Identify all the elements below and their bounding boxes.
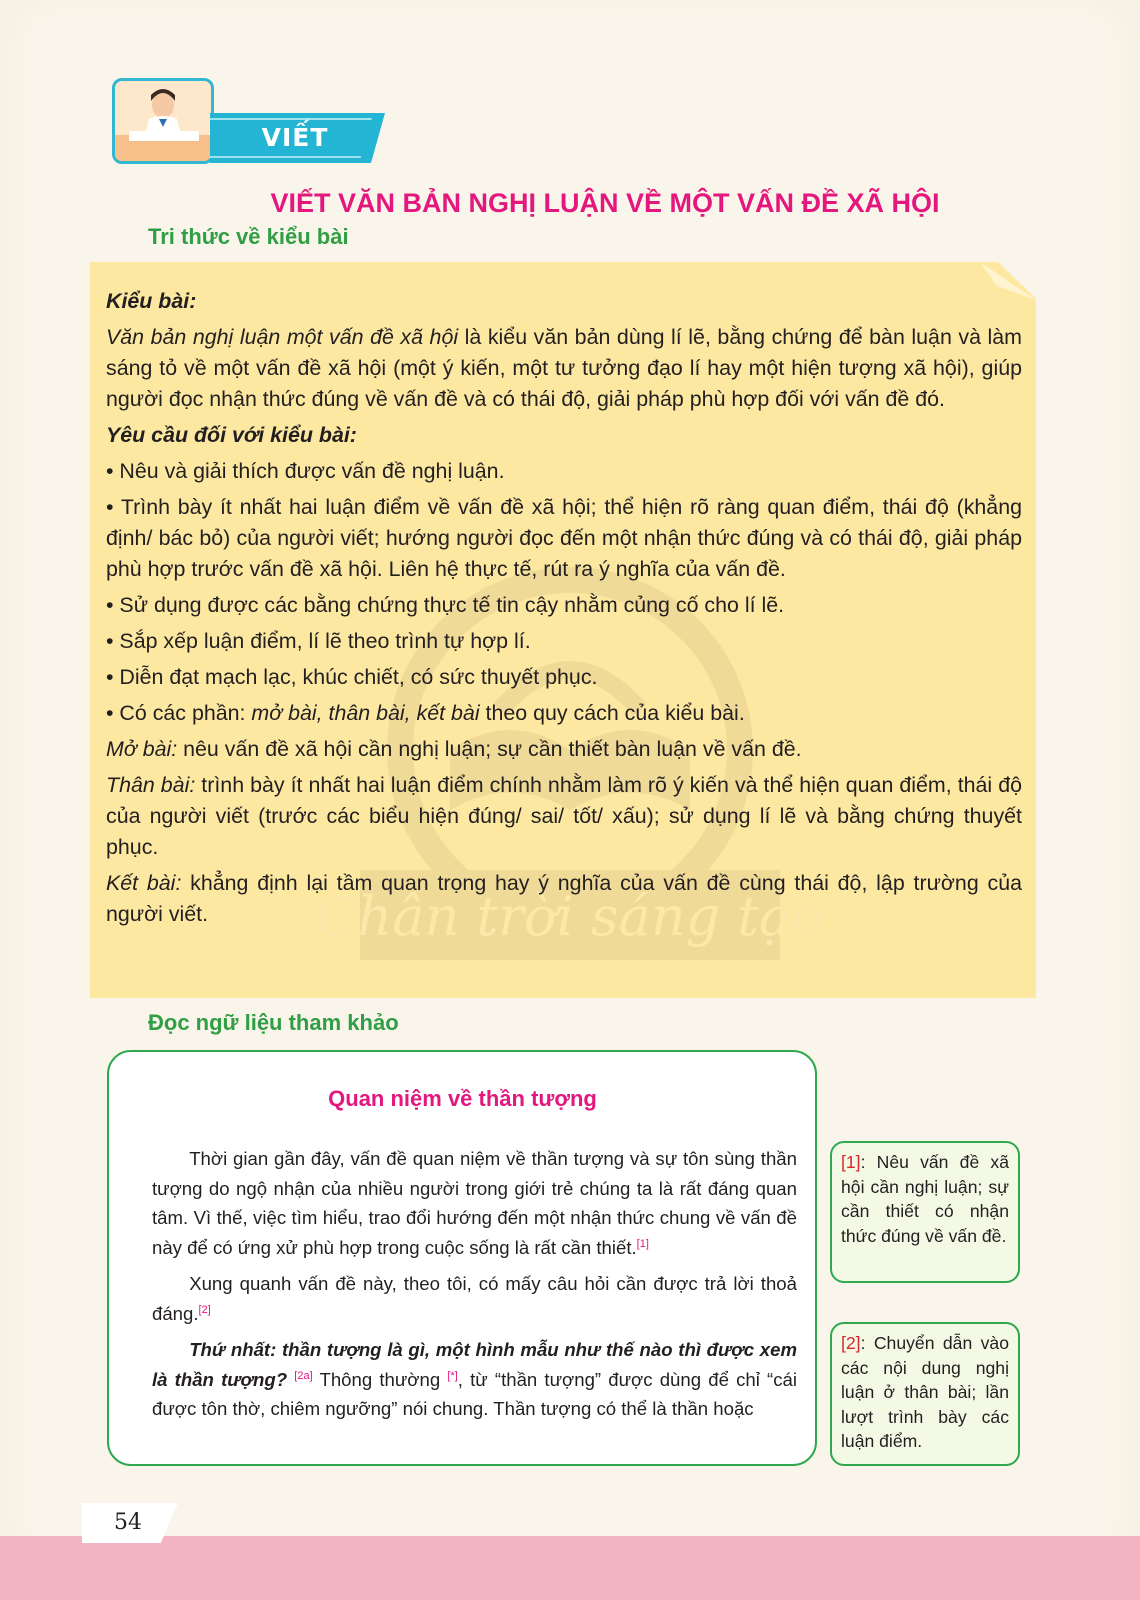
note-ref: [1]: [841, 1152, 861, 1172]
reference-marker: [1]: [636, 1237, 649, 1250]
requirements-label: Yêu cầu đối với kiểu bài:: [106, 423, 357, 447]
student-writing-icon: [112, 78, 214, 164]
parts-italic: mở bài, thân bài, kết bài: [251, 701, 480, 725]
knowledge-content: [106, 286, 1022, 930]
note-ref: [2]: [841, 1333, 861, 1353]
body-label: Thân bài:: [106, 773, 196, 797]
list-item: • Nêu và giải thích được vấn đề nghị luận.: [106, 459, 505, 483]
conclusion-text: khẳng định lại tầm quan trọng hay ý nghĩa của vấn đề cùng thái độ, lập trường của người viết.: [106, 871, 1022, 926]
question-text: Thứ nhất: thần tượng là gì, một hình mẫu như thế nào thì được xem là thần tượng?: [152, 1339, 797, 1390]
side-note: [830, 1322, 1020, 1466]
note-text: : Chuyển dẫn vào các nội dung nghị luận ở thân bài; lần lượt trình bày các luận điểm.: [841, 1333, 1009, 1451]
note-text: : Nêu vấn đề xã hội cần nghị luận; sự cần thiết có nhận thức đúng về vấn đề.: [841, 1152, 1009, 1246]
body-description: [106, 770, 1022, 863]
definition-text: là kiểu văn bản dùng lí lẽ, bằng chứng để bàn luận và làm sáng tỏ về một vấn đề xã hội (một ý kiến, một tư tưởng đạo lí hay một hiện tượng xã hội), giúp người đọc nhận thức đúng về vấn đề và có thái độ, giải pháp phù hợp đối với vấn đề đó.: [106, 325, 1022, 411]
intro-label: Mở bài:: [106, 737, 178, 761]
paragraph-text: , từ “thần tượng” được dùng để chỉ “cái được tôn thờ, chiêm ngưỡng” nói chung. Thần tượng có thể là thần hoặc: [152, 1368, 797, 1419]
knowledge-heading: Tri thức về kiểu bài: [148, 224, 349, 249]
side-note: [830, 1141, 1020, 1283]
conclusion-description: [106, 868, 1022, 930]
list-item: • Diễn đạt mạch lạc, khúc chiết, có sức thuyết phục.: [106, 665, 598, 689]
lesson-title: VIẾT VĂN BẢN NGHỊ LUẬN VỀ MỘT VẤN ĐỀ XÃ HỘI: [270, 188, 940, 218]
reading-title: Quan niệm về thần tượng: [328, 1086, 597, 1111]
conclusion-label: Kết bài:: [106, 871, 182, 895]
paragraph: [152, 1335, 797, 1424]
type-label: Kiểu bài:: [106, 289, 197, 313]
reference-marker: [*]: [447, 1369, 458, 1382]
section-label: VIẾT: [261, 123, 329, 152]
body-text: trình bày ít nhất hai luận điểm chính nhằm làm rõ ý kiến và thể hiện quan điểm, thái độ của người viết (trước các biểu hiện đúng/ sai/ tốt/ xấu); sử dụng lí lẽ và bằng chứng thuyết phục.: [106, 773, 1022, 859]
intro-description: [106, 734, 1022, 765]
parts-suffix: theo quy cách của kiểu bài.: [479, 701, 745, 725]
list-item: • Sắp xếp luận điểm, lí lẽ theo trình tự hợp lí.: [106, 629, 531, 653]
page-number: 54: [114, 1510, 142, 1535]
type-definition: [106, 322, 1022, 415]
list-item: • Trình bày ít nhất hai luận điểm về vấn đề xã hội; thể hiện rõ ràng quan điểm, thái độ (khẳng định/ bác bỏ) của người viết; hướng người đọc đến một nhận thức đúng và có thái độ, giải pháp phù hợp trước vấn đề xã hội. Liên hệ thực tế, rút ra ý nghĩa của vấn đề.: [106, 495, 1022, 581]
list-item: • Sử dụng được các bằng chứng thực tế tin cậy nhằm củng cố cho lí lẽ.: [106, 593, 785, 617]
definition-term: Văn bản nghị luận một vấn đề xã hội: [106, 325, 459, 349]
reading-heading: Đọc ngữ liệu tham khảo: [148, 1010, 399, 1035]
paragraph: [152, 1269, 797, 1328]
paragraph-text: Xung quanh vấn đề này, theo tôi, có mấy câu hỏi cần được trả lời thoả đáng.: [152, 1273, 797, 1324]
footer-band: [0, 1536, 1140, 1600]
intro-text: nêu vấn đề xã hội cần nghị luận; sự cần thiết bàn luận về vấn đề.: [177, 737, 802, 761]
paragraph: [152, 1144, 797, 1262]
reading-content: [152, 1144, 797, 1431]
reference-marker: [2]: [198, 1303, 211, 1316]
reference-marker: [2a]: [294, 1369, 313, 1382]
list-item: [106, 698, 1022, 729]
parts-prefix: • Có các phần:: [106, 701, 252, 725]
paragraph-text: Thời gian gần đây, vấn đề quan niệm về thần tượng và sự tôn sùng thần tượng do ngộ nhận của nhiều người trong giới trẻ chúng ta là rất đáng quan tâm. Vì thế, việc tìm hiểu, trao đổi hướng đến một nhận thức chung về vấn đề này để có ứng xử phù hợp trong cuộc sống là rất cần thiết.: [152, 1148, 797, 1258]
paragraph-text: Thông thường: [312, 1368, 448, 1390]
